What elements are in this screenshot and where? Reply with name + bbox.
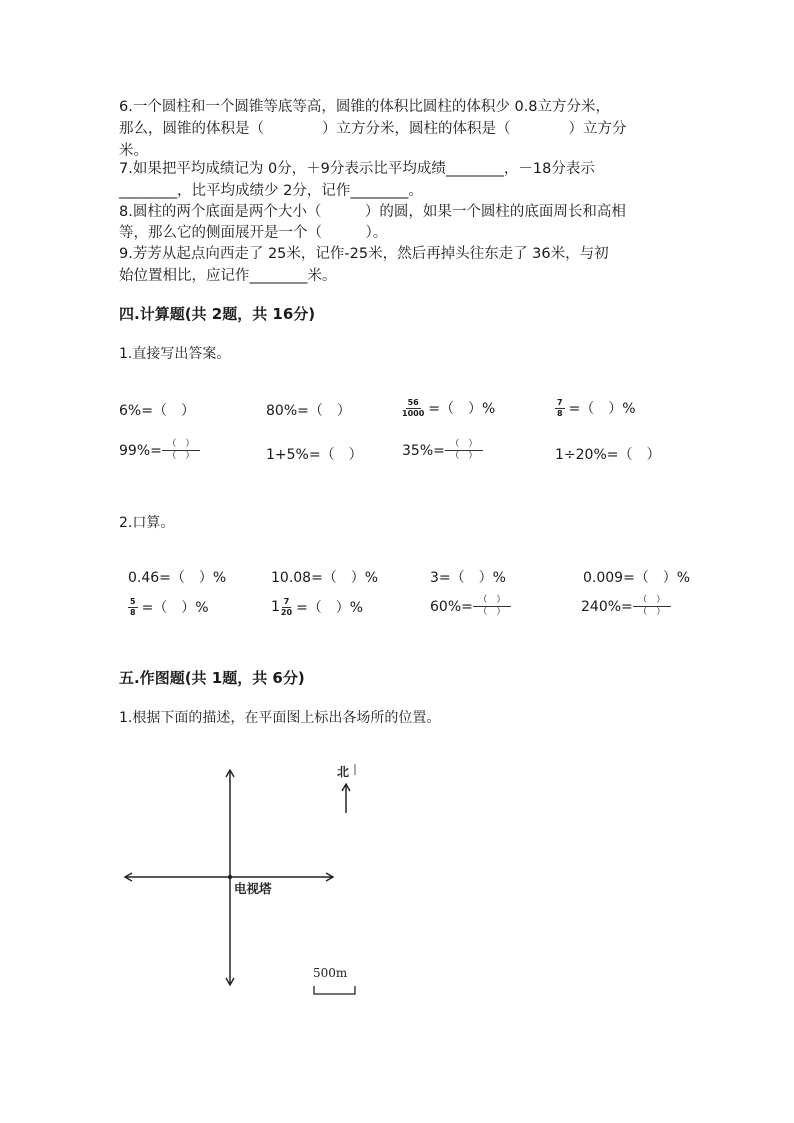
calc-1-div-20-percent: 1÷20%=（ ）	[555, 447, 661, 463]
q7-line-2: ________，比平均成绩少 2分，记作________。	[119, 183, 423, 199]
north-label: 北	[337, 765, 350, 779]
blank-numerator: （ ）	[445, 440, 483, 451]
oral-0-009: 0.009=（ ）%	[583, 570, 691, 586]
blank-denominator: （ ）	[167, 451, 195, 461]
section-4-heading: 四.计算题(共 2题，共 16分)	[119, 305, 316, 323]
blank-denominator: （ ）	[450, 451, 478, 461]
fraction-numerator: 5	[130, 596, 136, 606]
fraction-numerator: 7	[557, 397, 563, 407]
blank-numerator: （ ）	[473, 596, 511, 607]
q9-line-2: 始位置相比，应记作________米。	[119, 268, 337, 284]
q7-line-1: 7.如果把平均成绩记为 0分，＋9分表示比平均成绩________，－18分表示	[119, 161, 595, 177]
oral-3: 3=（ ）%	[430, 570, 506, 586]
section-5-heading: 五.作图题(共 1题，共 6分)	[119, 669, 305, 687]
calc-6-percent: 6%=（ ）	[119, 403, 195, 419]
scale-bar	[313, 966, 355, 994]
calc-rest: =（ ）%	[141, 600, 209, 616]
calc-1-plus-5-percent: 1+5%=（ ）	[266, 447, 363, 463]
calc-prefix: 60%=	[430, 598, 473, 615]
calc-rest: =（ ）%	[428, 401, 496, 417]
section-5-q1-title: 1.根据下面的描述，在平面图上标出各场所的位置。	[119, 710, 441, 726]
mixed-whole: 1	[271, 599, 280, 615]
section-4-q1-title: 1.直接写出答案。	[119, 346, 231, 362]
scale-bracket	[314, 986, 355, 994]
north-indicator	[337, 764, 355, 813]
scale-label: 500m	[313, 966, 348, 980]
calc-80-percent: 80%=（ ）	[266, 403, 351, 419]
calc-rest: =（ ）%	[568, 401, 636, 417]
fraction-denominator: 1000	[402, 408, 425, 418]
fraction-numerator: 7	[283, 596, 290, 606]
calc-prefix: 99%=	[119, 442, 162, 459]
calc-rest: =（ ）%	[296, 600, 364, 616]
calc-prefix: 240%=	[581, 598, 633, 615]
q8-line-2: 等，那么它的侧面展开是一个（ ）。	[119, 225, 388, 241]
fraction-denominator: 8	[557, 408, 563, 418]
section-4-q2-title: 2.口算。	[119, 515, 175, 531]
blank-numerator: （ ）	[633, 596, 671, 607]
fraction-numerator: 56	[407, 397, 419, 407]
center-point	[228, 875, 232, 879]
q6-line-1: 6.一个圆柱和一个圆锥等底等高，圆锥的体积比圆柱的体积少 0.8立方分米，	[119, 99, 611, 115]
calc-prefix: 35%=	[402, 442, 445, 459]
blank-denominator: （ ）	[638, 607, 666, 617]
fraction-denominator: 20	[280, 607, 293, 617]
center-label: 电视塔	[234, 881, 272, 896]
q9-line-1: 9.芳芳从起点向西走了 25米，记作-25米，然后再掉头往东走了 36米，与初	[119, 246, 609, 262]
blank-denominator: （ ）	[478, 607, 506, 617]
oral-0-46: 0.46=（ ）%	[128, 570, 227, 586]
q6-line-3: 米。	[119, 143, 148, 159]
q6-line-2: 那么，圆锥的体积是（ ）立方分米，圆柱的体积是（ ）立方分	[119, 121, 627, 137]
oral-10-08: 10.08=（ ）%	[271, 570, 379, 586]
blank-numerator: （ ）	[162, 440, 200, 451]
q8-line-1: 8.圆柱的两个底面是两个大小（ ）的圆，如果一个圆柱的底面周长和高相	[119, 204, 626, 220]
fraction-denominator: 8	[130, 607, 136, 617]
